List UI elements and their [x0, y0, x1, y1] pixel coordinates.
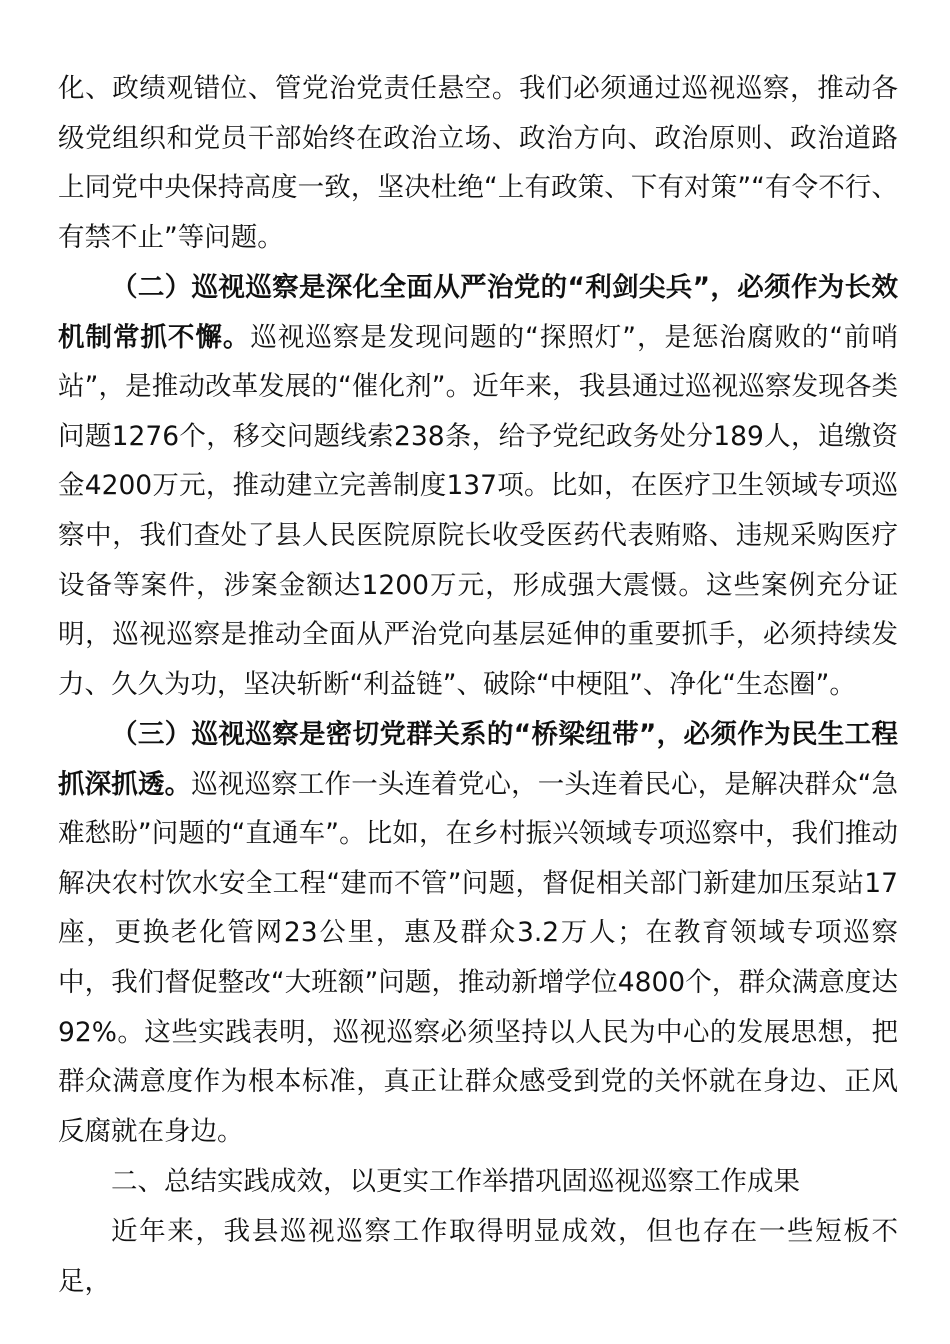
paragraph-text: 巡视巡察是发现问题的“探照灯”，是惩治腐败的“前哨站”，是推动改革发展的“催化剂”。近年来，我县通过巡视巡察发现各类问题1276个，移交问题线索238条，给予党纪政务处分189人，追缴资金4200万元，推动建立完善制度137项。比如，在医疗卫生领域专项巡察中，我们查处了县人民医院原院长收受医药代表贿赂、违规采购医疗设备等案件，涉案金额达1200万元，形成强大震慑。这些案例充分证明，巡视巡察是推动全面从严治党向基层延伸的重要抓手，必须持续发力、久久为功，坚决斩断“利益链”、破除“中梗阻”、净化“生态圈”。: [58, 321, 899, 700]
chapter-heading: 二、总结实践成效，以更实工作举措巩固巡视巡察工作成果: [111, 1166, 800, 1197]
section-heading-bold: （二）巡视巡察是深化全面从严治党的“利剑尖兵”，必须作为长效机制常抓不懈。: [58, 272, 898, 353]
section-heading-bold: （三）巡视巡察是密切党群关系的“桥梁纽带”，必须作为民生工程抓深抓透。: [58, 719, 898, 800]
paragraph-final: [58, 1207, 898, 1306]
paragraph-section-2: [58, 263, 898, 709]
paragraph-text: 近年来，我县巡视巡察工作取得明显成效，但也存在一些短板不足，: [58, 1216, 898, 1297]
paragraph-section-3: [58, 710, 898, 1156]
paragraph-text: 化、政绩观错位、管党治党责任悬空。我们必须通过巡视巡察，推动各级党组织和党员干部始终在政治立场、政治方向、政治原则、政治道路上同党中央保持高度一致，坚决杜绝“上有政策、下有对策”“有令不行、有禁不止”等问题。: [58, 73, 898, 253]
paragraph-text: 巡视巡察工作一头连着党心，一头连着民心，是解决群众“急难愁盼”问题的“直通车”。比如，在乡村振兴领域专项巡察中，我们推动解决农村饮水安全工程“建而不管”问题，督促相关部门新建加压泵站17座，更换老化管网23公里，惠及群众3.2万人；在教育领域专项巡察中，我们督促整改“大班额”问题，推动新增学位4800个，群众满意度达92%。这些实践表明，巡视巡察必须坚持以人民为中心的发展思想，把群众满意度作为根本标准，真正让群众感受到党的关怀就在身边、正风反腐就在身边。: [58, 768, 899, 1147]
paragraph-continuation: [58, 64, 898, 262]
